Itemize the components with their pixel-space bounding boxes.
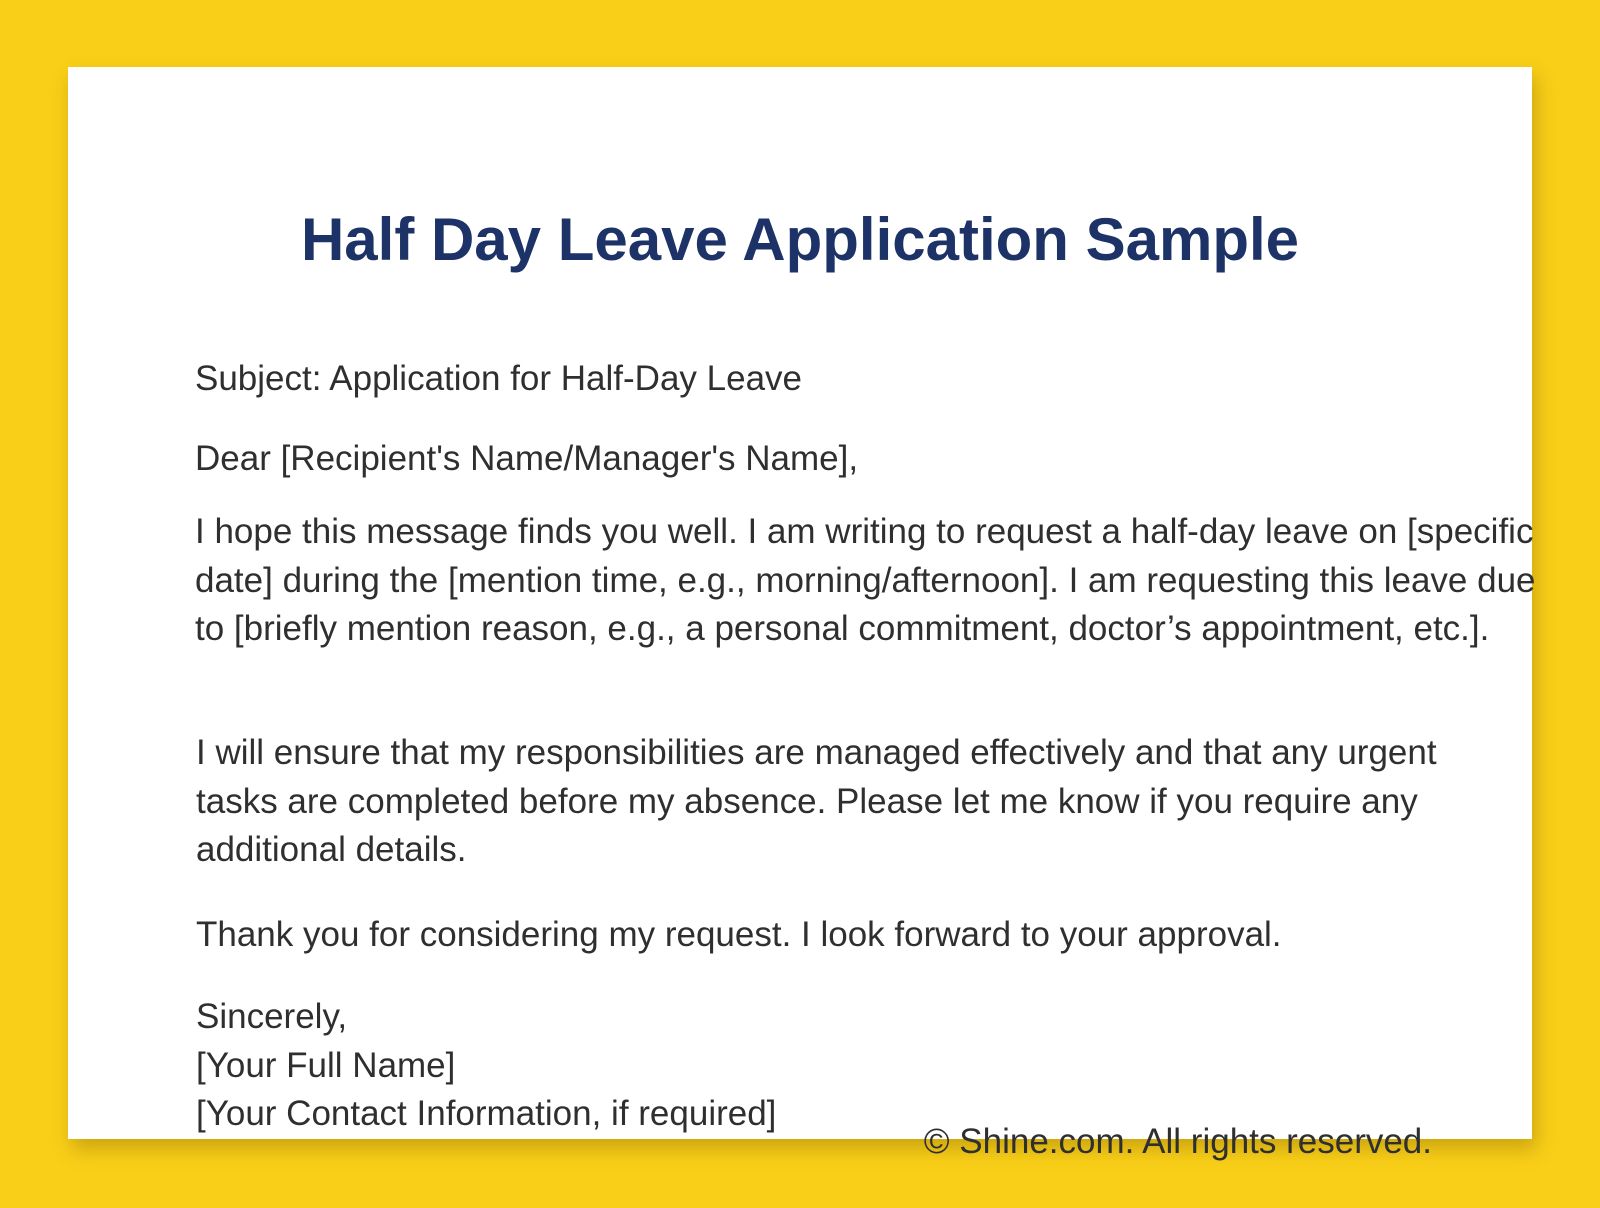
- signoff-name: [Your Full Name]: [196, 1045, 456, 1085]
- letter-closing-paragraph: Thank you for considering my request. I look forward to your approval.: [196, 915, 1282, 954]
- copyright-notice: © Shine.com. All rights reserved.: [923, 1122, 1432, 1161]
- signoff-contact: [Your Contact Information, if required]: [196, 1094, 777, 1133]
- letter-card: [68, 67, 1536, 1161]
- letter-salutation: Dear [Recipient's Name/Manager's Name],: [195, 439, 859, 478]
- signoff-closing: Sincerely,: [196, 997, 348, 1036]
- letter-body-paragraph-2: I will ensure that my responsibilities are managed effectively and that any urgent tasks are completed before my absence. Please let me know if you require any additional details.: [196, 733, 1437, 869]
- letter-body-paragraph-1: I hope this message finds you well. I am writing to request a half-day leave on [specific date] during the [mention time, e.g., morning/afternoon]. I am requesting this leave due to [briefly mention reason, e.g., a personal commitment, doctor’s appointment, etc.].: [195, 512, 1536, 648]
- letter-signoff: [196, 993, 776, 1139]
- letter-subject: Subject: Application for Half-Day Leave: [195, 359, 802, 398]
- page-title: Half Day Leave Application Sample: [300, 206, 1300, 273]
